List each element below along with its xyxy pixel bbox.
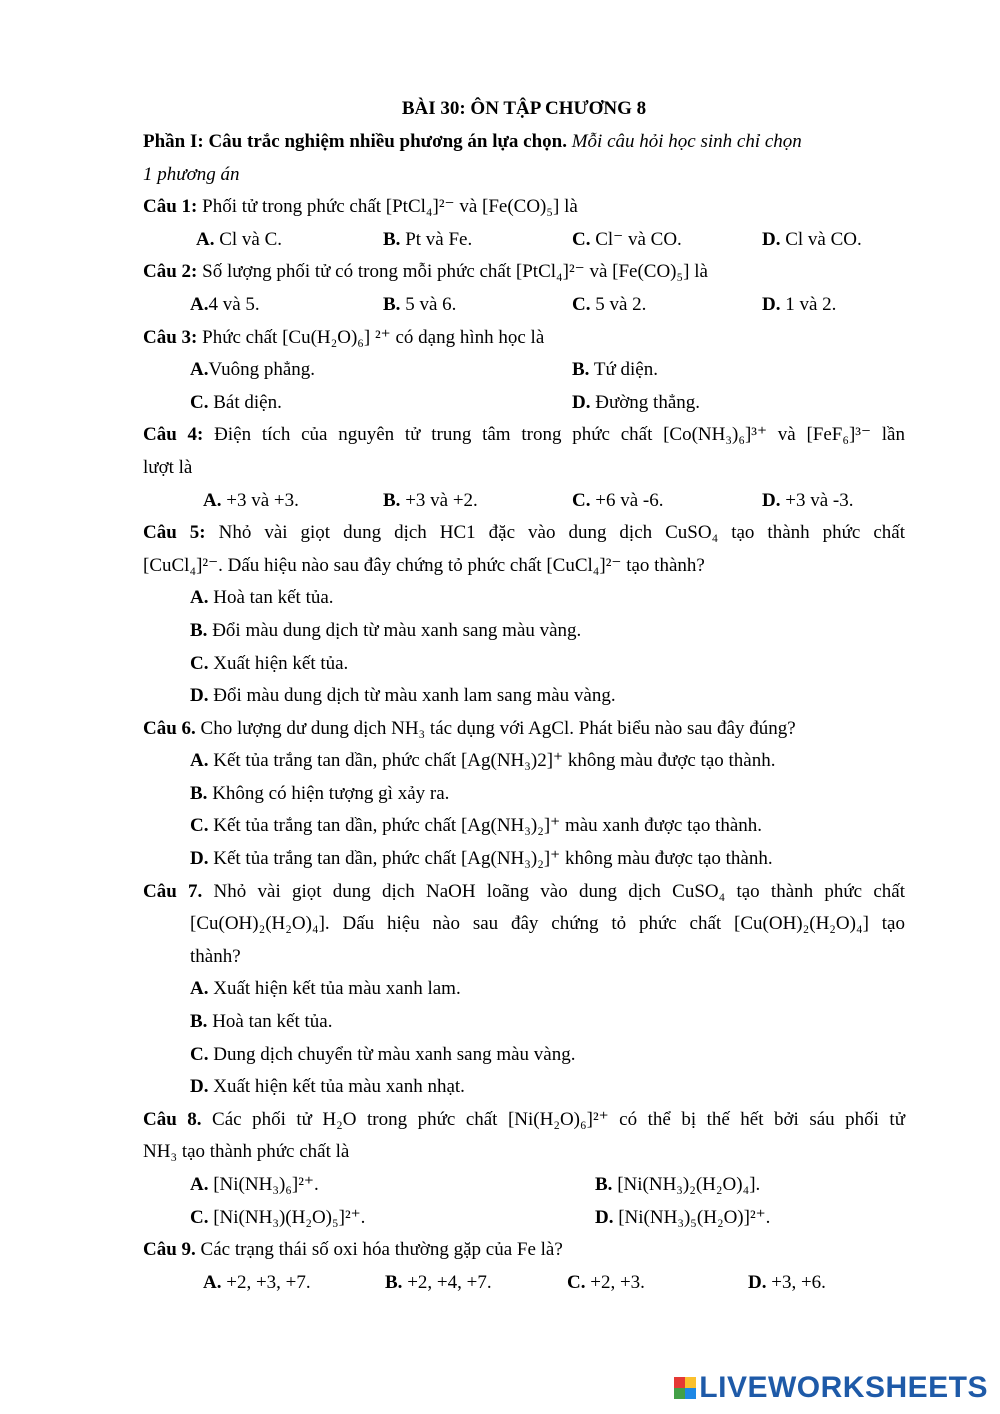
option-c[interactable]: C. [Ni(NH₃)(H₂O)₅]²⁺. <box>190 1206 366 1228</box>
question-8 <box>143 1104 905 1137</box>
option-b[interactable]: B. Hoà tan kết tủa. <box>190 1011 333 1033</box>
option-d[interactable]: D. [Ni(NH₃)₅(H₂O)]²⁺. <box>595 1206 771 1228</box>
question-9 <box>143 1234 905 1267</box>
question-number: Câu 4: <box>143 424 204 446</box>
question-number: Câu 5: <box>143 522 206 544</box>
question-text: Phức chất [Cu(H₂O)₆] ²⁺ có dạng hình học là <box>202 326 545 348</box>
option-c[interactable]: C. Kết tủa trắng tan dần, phức chất [Ag(NH₃)₂]⁺ màu xanh được tạo thành. <box>190 815 763 837</box>
question-7-cont: [Cu(OH)₂(H₂O)₄]. Dấu hiệu nào sau đây chứng tỏ phức chất [Cu(OH)₂(H₂O)₄] tạo <box>190 913 905 935</box>
question-text: Các trạng thái số oxi hóa thường gặp của Fe là? <box>200 1239 563 1261</box>
option-d[interactable]: D. Cl và CO. <box>762 228 862 250</box>
question-6 <box>143 713 905 746</box>
option-a[interactable]: A. +2, +3, +7. <box>203 1271 311 1293</box>
question-number: Câu 7. <box>143 880 203 902</box>
page-title: BÀI 30: ÔN TẬP CHƯƠNG 8 <box>401 98 647 119</box>
question-7 <box>143 876 905 909</box>
option-b[interactable]: B. 5 và 6. <box>383 293 457 315</box>
option-b[interactable]: B. Tứ diện. <box>572 359 658 381</box>
question-8-cont: NH₃ tạo thành phức chất là <box>143 1141 350 1163</box>
question-text: Điện tích của nguyên tử trung tâm trong phức chất [Co(NH₃)₆]³⁺ và [FeF₆]³⁻ lần <box>214 424 905 446</box>
liveworksheets-logo-icon <box>674 1377 696 1399</box>
option-d[interactable]: D. +3, +6. <box>748 1271 826 1293</box>
option-c[interactable]: C. +2, +3. <box>567 1271 645 1293</box>
option-c[interactable]: C. Bát diện. <box>190 391 282 413</box>
question-4 <box>143 419 905 452</box>
question-1 <box>143 191 905 224</box>
question-number: Câu 9. <box>143 1239 196 1261</box>
question-text: Nhỏ vài giọt dung dịch NaOH loãng vào dung dịch CuSO₄ tạo thành phức chất <box>213 880 906 902</box>
question-4-options <box>143 485 905 518</box>
question-number: Câu 8. <box>143 1108 202 1130</box>
question-3-options-row1 <box>143 354 905 387</box>
question-8-options-row2 <box>143 1202 905 1235</box>
question-7-cont-2: thành? <box>190 945 241 967</box>
option-a[interactable]: A. [Ni(NH₃)₆]²⁺. <box>190 1174 319 1195</box>
liveworksheets-logo-text: LIVEWORKSHEETS <box>699 1371 988 1404</box>
option-d[interactable]: D. Kết tủa trắng tan dần, phức chất [Ag(NH₃)₂]⁺ không màu được tạo thành. <box>190 848 773 870</box>
option-b[interactable]: B. Không có hiện tượng gì xảy ra. <box>190 782 450 804</box>
option-b[interactable]: B. Đổi màu dung dịch từ màu xanh sang màu vàng. <box>190 619 582 641</box>
option-d[interactable]: D. +3 và -3. <box>762 489 854 511</box>
option-a[interactable]: A.4 và 5. <box>190 293 260 315</box>
option-a[interactable]: A. Hoà tan kết tủa. <box>190 587 334 609</box>
question-9-options <box>143 1267 905 1300</box>
option-b[interactable]: B. +3 và +2. <box>383 489 478 511</box>
question-5-cont: [CuCl₄]²⁻. Dấu hiệu nào sau đây chứng tỏ phức chất [CuCl₄]²⁻ tạo thành? <box>143 554 705 576</box>
question-number: Câu 1: <box>143 196 198 218</box>
option-c[interactable]: C. Dung dịch chuyển từ màu xanh sang màu vàng. <box>190 1043 576 1065</box>
option-c[interactable]: C. +6 và -6. <box>572 489 664 511</box>
option-b[interactable]: B. [Ni(NH₃)₂(H₂O)₄]. <box>595 1174 761 1195</box>
worksheet-page <box>143 92 905 1299</box>
question-3 <box>143 322 905 355</box>
question-5 <box>143 517 905 550</box>
option-a[interactable]: A. +3 và +3. <box>203 489 299 511</box>
option-d[interactable]: D. Đổi màu dung dịch từ màu xanh lam sang màu vàng. <box>190 685 616 707</box>
option-d[interactable]: D. 1 và 2. <box>762 293 837 315</box>
question-text: Các phối tử H₂O trong phức chất [Ni(H₂O)₆]²⁺ có thể bị thế hết bởi sáu phối tử <box>212 1108 906 1130</box>
option-b[interactable]: B. +2, +4, +7. <box>385 1271 492 1293</box>
option-c[interactable]: C. 5 và 2. <box>572 293 647 315</box>
question-1-options <box>143 224 905 257</box>
question-number: Câu 3: <box>143 326 198 348</box>
question-2-options <box>143 289 905 322</box>
part-instruction-cont: 1 phương án <box>143 163 240 185</box>
question-number: Câu 2: <box>143 261 198 283</box>
option-a[interactable]: A. Cl và C. <box>196 228 283 250</box>
option-a[interactable]: A.Vuông phẳng. <box>190 359 315 381</box>
part-instruction: Mỗi câu hỏi học sinh chỉ chọn <box>571 131 802 152</box>
question-2 <box>143 256 905 289</box>
question-number: Câu 6. <box>143 717 196 739</box>
liveworksheets-logo <box>674 1370 988 1406</box>
part-label: Phần I: Câu trắc nghiệm nhiều phương án lựa chọn. <box>143 131 567 152</box>
option-c[interactable]: C. Cl⁻ và CO. <box>572 228 682 250</box>
question-3-options-row2 <box>143 387 905 420</box>
option-a[interactable]: A. Xuất hiện kết tủa màu xanh lam. <box>190 978 461 1000</box>
option-c[interactable]: C. Xuất hiện kết tủa. <box>190 652 349 674</box>
option-b[interactable]: B. Pt và Fe. <box>383 228 473 250</box>
question-4-cont: lượt là <box>143 456 193 478</box>
part-heading <box>143 126 905 159</box>
question-8-options-row1 <box>143 1169 905 1202</box>
option-d[interactable]: D. Đường thẳng. <box>572 391 701 413</box>
question-text: Cho lượng dư dung dịch NH₃ tác dụng với AgCl. Phát biểu nào sau đây đúng? <box>200 717 796 739</box>
question-text: Nhỏ vài giọt dung dịch HC1 đặc vào dung dịch CuSO₄ tạo thành phức chất <box>218 522 905 544</box>
option-a[interactable]: A. Kết tủa trắng tan dần, phức chất [Ag(NH₃)2]⁺ không màu được tạo thành. <box>190 750 776 772</box>
question-text: Số lượng phối tử có trong mỗi phức chất [PtCl₄]²⁻ và [Fe(CO)₅] là <box>202 261 708 283</box>
question-text: Phối tử trong phức chất [PtCl₄]²⁻ và [Fe(CO)₅] là <box>202 196 578 218</box>
option-d[interactable]: D. Xuất hiện kết tủa màu xanh nhạt. <box>190 1076 465 1098</box>
